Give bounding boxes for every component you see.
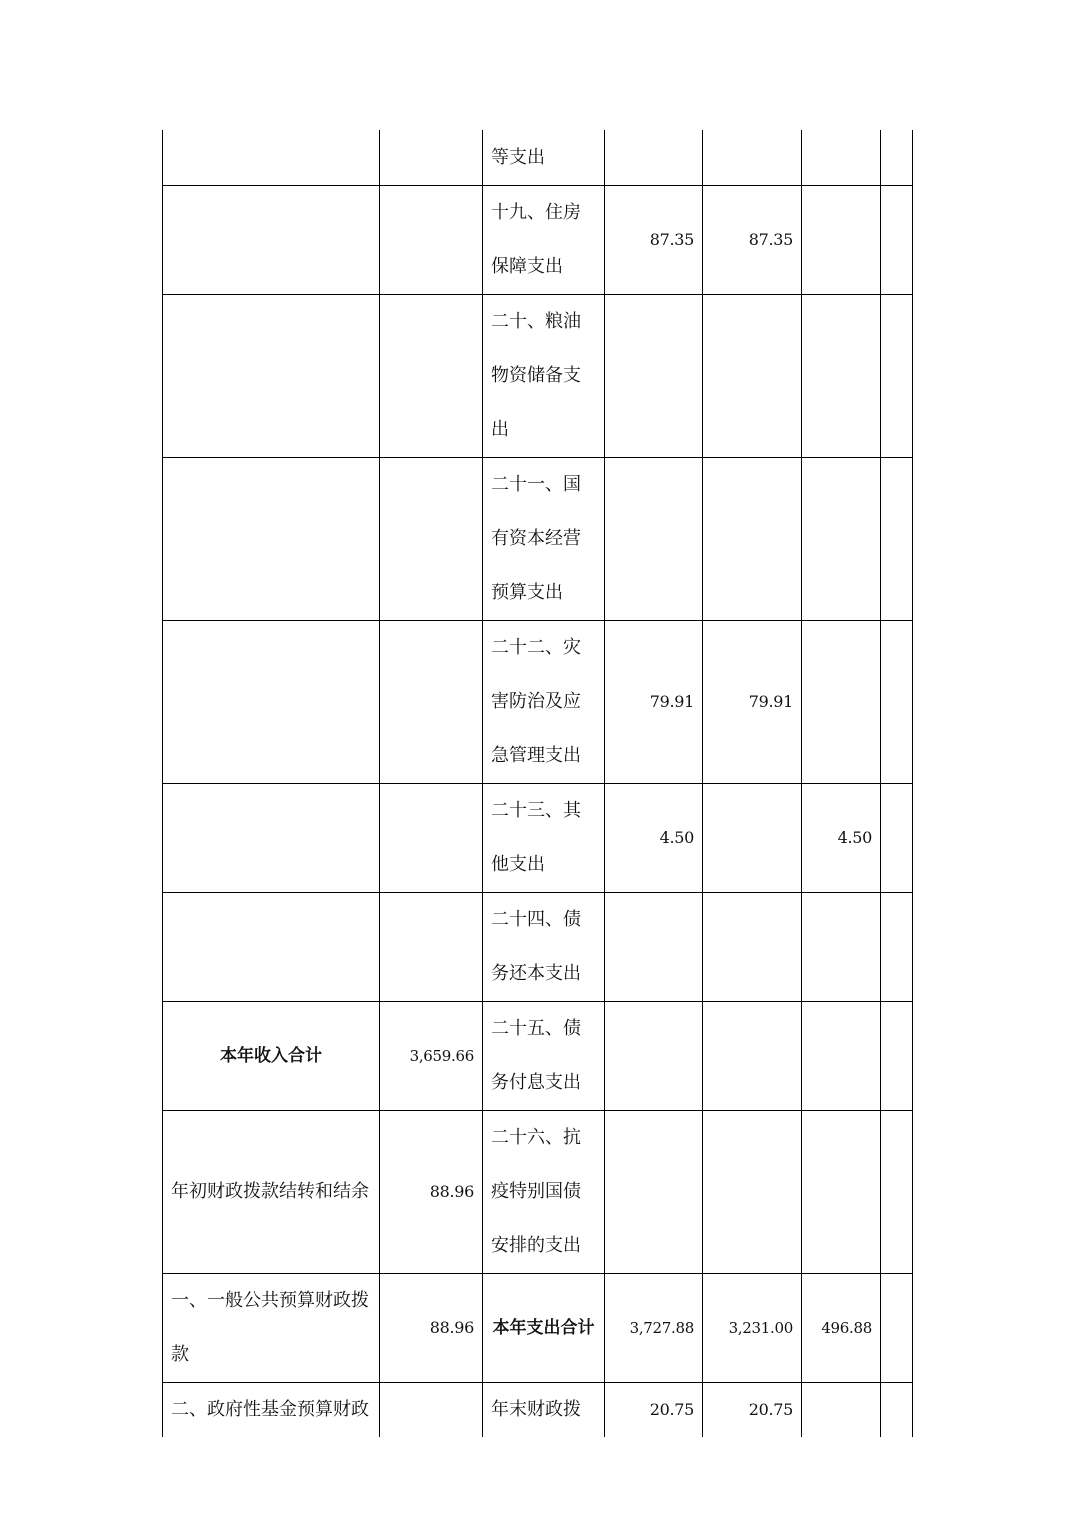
expense-general-cell: 79.91: [703, 620, 802, 783]
expense-total-cell: 79.91: [605, 620, 703, 783]
income-item-cell: [163, 457, 380, 620]
income-item-cell: [163, 892, 380, 1001]
table-row: [163, 1001, 913, 1110]
expense-item-cell: 二十五、债务付息支出: [483, 1001, 605, 1110]
income-item-cell: [163, 294, 380, 457]
expense-item-cell: 二十三、其他支出: [483, 783, 605, 892]
expense-total-cell: [605, 294, 703, 457]
expense-fund-cell: 496.88: [802, 1273, 881, 1382]
income-item-cell: 年初财政拨款结转和结余: [163, 1110, 380, 1273]
expense-fund-cell: [802, 294, 881, 457]
table-row: [163, 457, 913, 620]
expense-item-cell: 二十四、债务还本支出: [483, 892, 605, 1001]
expense-item-cell: 年末财政拨: [483, 1382, 605, 1437]
expense-item-cell: 二十二、灾害防治及应急管理支出: [483, 620, 605, 783]
extra-cell: [881, 892, 913, 1001]
extra-cell: [881, 1110, 913, 1273]
expense-general-cell: [703, 294, 802, 457]
expense-fund-cell: [802, 620, 881, 783]
income-amount-cell: 88.96: [380, 1110, 483, 1273]
table-row: [163, 130, 913, 185]
table-row: [163, 1110, 913, 1273]
income-item-cell: [163, 130, 380, 185]
income-item-cell: 二、政府性基金预算财政: [163, 1382, 380, 1437]
expense-general-cell: [703, 1110, 802, 1273]
income-item-cell: 一、一般公共预算财政拨款: [163, 1273, 380, 1382]
expense-item-cell: 二十、粮油物资储备支出: [483, 294, 605, 457]
extra-cell: [881, 783, 913, 892]
income-amount-cell: [380, 1382, 483, 1437]
expense-total-cell: 87.35: [605, 185, 703, 294]
income-item-cell: [163, 620, 380, 783]
expense-total-cell: 4.50: [605, 783, 703, 892]
expense-item-cell: 十九、住房保障支出: [483, 185, 605, 294]
expense-fund-cell: [802, 892, 881, 1001]
table-row: [163, 294, 913, 457]
table-row: [163, 1273, 913, 1382]
income-amount-cell: [380, 892, 483, 1001]
table-row: [163, 892, 913, 1001]
income-item-cell: [163, 185, 380, 294]
expense-fund-cell: [802, 1382, 881, 1437]
expense-item-cell: 二十一、国有资本经营预算支出: [483, 457, 605, 620]
income-amount-cell: [380, 185, 483, 294]
expense-item-cell: 二十六、抗疫特别国债安排的支出: [483, 1110, 605, 1273]
extra-cell: [881, 185, 913, 294]
income-amount-cell: [380, 130, 483, 185]
extra-cell: [881, 130, 913, 185]
extra-cell: [881, 620, 913, 783]
income-total-label: 本年收入合计: [163, 1001, 380, 1110]
expense-item-cell: 等支出: [483, 130, 605, 185]
expense-total-cell: [605, 457, 703, 620]
expense-general-cell: [703, 892, 802, 1001]
expense-fund-cell: [802, 457, 881, 620]
income-amount-cell: 3,659.66: [380, 1001, 483, 1110]
expense-total-cell: 3,727.88: [605, 1273, 703, 1382]
expense-total-cell: [605, 892, 703, 1001]
expense-fund-cell: 4.50: [802, 783, 881, 892]
expense-fund-cell: [802, 130, 881, 185]
expense-general-cell: [703, 1001, 802, 1110]
income-amount-cell: 88.96: [380, 1273, 483, 1382]
income-amount-cell: [380, 294, 483, 457]
extra-cell: [881, 294, 913, 457]
expense-fund-cell: [802, 185, 881, 294]
expense-general-cell: [703, 130, 802, 185]
income-amount-cell: [380, 457, 483, 620]
extra-cell: [881, 457, 913, 620]
income-amount-cell: [380, 783, 483, 892]
expense-general-cell: [703, 457, 802, 620]
expense-total-cell: [605, 1110, 703, 1273]
expense-total-cell: [605, 1001, 703, 1110]
budget-table: [162, 130, 913, 1437]
income-amount-cell: [380, 620, 483, 783]
income-item-cell: [163, 783, 380, 892]
extra-cell: [881, 1382, 913, 1437]
expense-general-cell: 3,231.00: [703, 1273, 802, 1382]
expense-fund-cell: [802, 1001, 881, 1110]
expense-general-cell: 87.35: [703, 185, 802, 294]
table-row: [163, 620, 913, 783]
extra-cell: [881, 1001, 913, 1110]
expense-total-label: 本年支出合计: [483, 1273, 605, 1382]
extra-cell: [881, 1273, 913, 1382]
table-row: [163, 185, 913, 294]
expense-fund-cell: [802, 1110, 881, 1273]
expense-general-cell: 20.75: [703, 1382, 802, 1437]
table-row: [163, 1382, 913, 1437]
expense-total-cell: [605, 130, 703, 185]
expense-total-cell: 20.75: [605, 1382, 703, 1437]
expense-general-cell: [703, 783, 802, 892]
table-row: [163, 783, 913, 892]
